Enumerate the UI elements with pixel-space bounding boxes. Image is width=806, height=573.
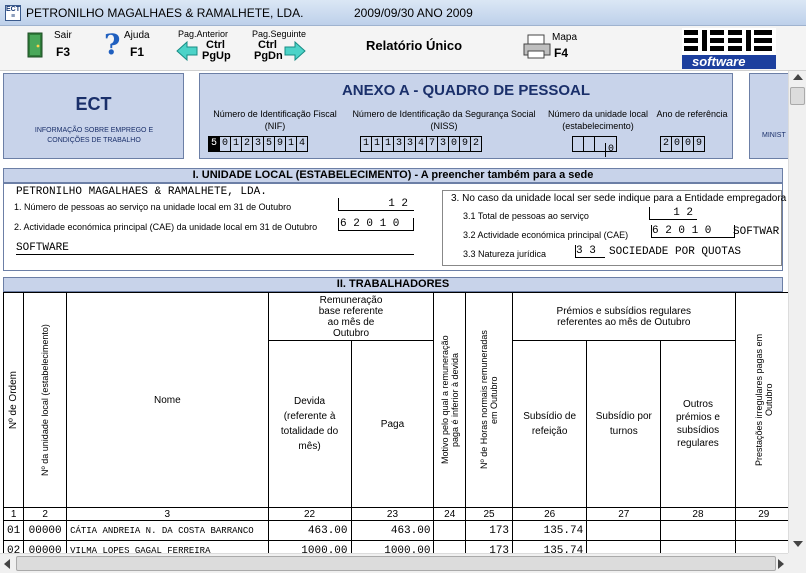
print-map-key: F4 <box>554 46 569 60</box>
niss-digit[interactable]: 3 <box>437 137 448 151</box>
next-page-button[interactable] <box>250 26 310 70</box>
row-motivo[interactable] <box>434 521 466 541</box>
row-ordem[interactable]: 01 <box>4 521 24 541</box>
year-field[interactable] <box>660 136 705 152</box>
q31-label: 3.1 Total de pessoas ao serviço <box>463 211 589 221</box>
row-outros[interactable] <box>661 541 735 554</box>
q2-label: 2. Actividade económica principal (CAE) da unidade local em 31 de Outubro <box>14 222 318 232</box>
annex-title: ANEXO A - QUADRO DE PESSOAL <box>341 82 591 99</box>
year-digit[interactable]: 9 <box>693 137 704 151</box>
door-exit-icon <box>26 32 46 58</box>
column-number-row <box>4 508 789 521</box>
help-button[interactable] <box>100 26 160 70</box>
row-devida[interactable]: 1000.00 <box>268 541 351 554</box>
col-motivo-header <box>434 293 466 508</box>
exit-key: F3 <box>56 45 71 59</box>
col-ordem-text: Nº de Ordem <box>8 370 20 430</box>
year-label: Ano de referência <box>656 109 728 119</box>
column-number: 26 <box>513 508 587 521</box>
logo-text: software <box>692 54 746 69</box>
scroll-corner <box>788 553 806 573</box>
nif-digit[interactable]: 3 <box>252 137 263 151</box>
help-label: Ajuda <box>124 30 150 41</box>
row-nome[interactable]: VILMA LOPES GAGAL FERREIRA <box>67 541 269 554</box>
nif-digit[interactable]: 1 <box>230 137 241 151</box>
niss-digit[interactable]: 1 <box>360 137 371 151</box>
row-paga[interactable]: 1000.00 <box>351 541 434 554</box>
scroll-up-icon[interactable] <box>793 74 803 80</box>
next-page-key1: Ctrl <box>258 39 277 51</box>
row-refeicao[interactable]: 135.74 <box>513 541 587 554</box>
col-motivo-text: Motivo pelo qual a remuneração paga é inferior à devida <box>439 335 460 465</box>
exit-button[interactable] <box>24 26 74 70</box>
arrow-right-icon <box>284 40 306 62</box>
ministry-panel <box>749 73 788 159</box>
year-digit[interactable]: 0 <box>682 137 693 151</box>
software-logo <box>680 26 776 70</box>
col-horas-header <box>465 293 512 508</box>
scroll-right-icon[interactable] <box>778 559 784 569</box>
workers-rows <box>4 521 789 554</box>
unit-digit[interactable]: 0 <box>605 143 616 157</box>
printer-icon <box>522 34 552 60</box>
window-company-title: PETRONILHO MAGALHAES & RAMALHETE, LDA. <box>26 6 304 20</box>
report-content <box>0 71 788 553</box>
column-number: 2 <box>24 508 67 521</box>
section1-body <box>3 183 787 271</box>
row-turnos[interactable] <box>587 541 661 554</box>
arrow-left-icon <box>176 40 198 62</box>
nif-digit[interactable]: 1 <box>285 137 296 151</box>
unit-field[interactable] <box>572 136 617 155</box>
q1-value[interactable]: 1 2 <box>338 198 414 211</box>
nif-digit[interactable]: 2 <box>241 137 252 151</box>
exit-label: Sair <box>54 30 72 41</box>
row-horas[interactable]: 173 <box>465 521 512 541</box>
column-number: 29 <box>735 508 788 521</box>
prev-page-key2: PgUp <box>202 50 231 62</box>
col-remun-header: Remuneração base referente ao mês de Outubro <box>268 293 434 341</box>
toolbar <box>0 26 806 71</box>
column-number: 1 <box>4 508 24 521</box>
nif-digit[interactable]: 0 <box>219 137 230 151</box>
col-ordem-header <box>4 293 24 508</box>
col-paga-header: Paga <box>351 341 434 508</box>
col-turnos-header: Subsídio por turnos <box>587 341 661 508</box>
print-map-button[interactable] <box>520 26 580 70</box>
prev-page-button[interactable] <box>176 26 236 70</box>
q31-value[interactable]: 1 2 <box>649 207 697 220</box>
niss-digit[interactable]: 3 <box>393 137 404 151</box>
row-paga[interactable]: 463.00 <box>351 521 434 541</box>
row-nome[interactable]: CÁTIA ANDREIA N. DA COSTA BARRANCO <box>67 521 269 541</box>
row-motivo[interactable] <box>434 541 466 554</box>
col-horas-text: Nº de Horas normais remuneradas em Outubro <box>479 330 499 470</box>
q1-label: 1. Número de pessoas ao serviço na unidade local em 31 de Outubro <box>14 202 292 212</box>
print-map-label: Mapa <box>552 32 578 43</box>
scroll-left-icon[interactable] <box>4 559 10 569</box>
col-irreg-text: Prestações irregulares pagas em Outubro <box>753 333 774 467</box>
column-number: 23 <box>351 508 434 521</box>
nif-digit[interactable]: 5 <box>208 137 219 151</box>
row-unidade[interactable]: 00000 <box>24 521 67 541</box>
q32-value[interactable]: 6 2 0 1 0 <box>651 225 735 238</box>
q32-text: SOFTWAR <box>733 226 780 238</box>
year-digit[interactable]: 0 <box>671 137 682 151</box>
row-ordem[interactable]: 02 <box>4 541 24 554</box>
niss-digit[interactable]: 1 <box>382 137 393 151</box>
scroll-down-icon[interactable] <box>793 541 803 547</box>
section1-company: PETRONILHO MAGALHAES & RAMALHETE, LDA. <box>16 186 267 198</box>
q33-label: 3.3 Natureza jurídica <box>463 249 547 259</box>
q33-value[interactable]: 3 3 <box>575 245 605 258</box>
unit-digit[interactable] <box>572 137 583 151</box>
niss-label: Número de Identificação da Segurança Social (NISS) <box>352 109 536 131</box>
row-refeicao[interactable]: 135.74 <box>513 521 587 541</box>
next-page-label: Pag.Seguinte <box>252 29 307 39</box>
help-key: F1 <box>130 45 145 59</box>
col-premios-header: Prémios e subsídios regulares referentes ao mês de Outubro <box>513 293 735 341</box>
column-number: 27 <box>587 508 661 521</box>
row-devida[interactable]: 463.00 <box>268 521 351 541</box>
col-devida-header: Devida (referente à totalidade do mês) <box>268 341 351 508</box>
vertical-scroll-thumb[interactable] <box>790 87 805 105</box>
niss-field[interactable] <box>360 136 482 152</box>
nif-field[interactable] <box>208 136 308 152</box>
nif-digit[interactable]: 4 <box>296 137 307 151</box>
next-page-key2: PgDn <box>254 50 283 62</box>
horizontal-scroll-thumb[interactable] <box>16 556 776 571</box>
app-icon: ECT ≡ <box>6 6 20 20</box>
vertical-scrollbar[interactable] <box>788 71 806 553</box>
section2-header: II. TRABALHADORES <box>3 277 783 292</box>
niss-digit[interactable]: 9 <box>459 137 470 151</box>
column-number: 24 <box>434 508 466 521</box>
prev-page-label: Pag.Anterior <box>178 29 229 39</box>
col-unidade-text: Nº da unidade local (estabelecimento) <box>40 324 51 476</box>
niss-digit[interactable]: 3 <box>404 137 415 151</box>
row-outros[interactable] <box>661 521 735 541</box>
headquarters-box <box>442 190 787 266</box>
row-irreg[interactable] <box>735 541 788 554</box>
report-title: Relatório Único <box>366 38 463 53</box>
activity-text[interactable]: SOFTWARE <box>16 242 414 255</box>
column-number: 22 <box>268 508 351 521</box>
question-mark-icon: ? <box>104 28 121 61</box>
unit-digit[interactable] <box>583 137 594 151</box>
column-number: 28 <box>661 508 735 521</box>
table-row[interactable] <box>4 521 789 541</box>
ministry-label: MINIST <box>762 132 786 139</box>
row-turnos[interactable] <box>587 521 661 541</box>
niss-digit[interactable]: 4 <box>415 137 426 151</box>
nif-digit[interactable]: 9 <box>274 137 285 151</box>
year-digit[interactable]: 2 <box>660 137 671 151</box>
unit-digit[interactable] <box>594 137 605 151</box>
q32-label: 3.2 Actividade económica principal (CAE) <box>463 230 629 240</box>
table-row[interactable] <box>4 541 789 554</box>
col-refeicao-header: Subsídio de refeição <box>513 341 587 508</box>
row-irreg[interactable] <box>735 521 788 541</box>
q3-label: 3. No caso da unidade local ser sede indique para a Entidade empregadora <box>451 193 787 204</box>
niss-digit[interactable]: 7 <box>426 137 437 151</box>
column-number: 25 <box>465 508 512 521</box>
q2-value[interactable]: 6 2 0 1 0 <box>338 218 414 231</box>
section1-header: I. UNIDADE LOCAL (ESTABELECIMENTO) - A preencher também para a sede <box>3 168 783 183</box>
nif-label: Número de Identificação Fiscal (NIF) <box>213 109 337 131</box>
niss-digit[interactable]: 0 <box>448 137 459 151</box>
nif-digit[interactable]: 5 <box>263 137 274 151</box>
window-date-title: 2009/09/30 ANO 2009 <box>354 6 473 20</box>
col-outros-header: Outros prémios e subsídios regulares <box>661 341 735 508</box>
ect-panel <box>3 73 184 159</box>
row-horas[interactable]: 173 <box>465 541 512 554</box>
horizontal-scrollbar[interactable] <box>0 553 788 573</box>
workers-table <box>3 292 788 553</box>
niss-digit[interactable]: 1 <box>371 137 382 151</box>
col-nome-header: Nome <box>67 293 269 508</box>
ect-title: ECT <box>75 94 112 114</box>
niss-digit[interactable]: 2 <box>470 137 481 151</box>
q33-text: SOCIEDADE POR QUOTAS <box>609 246 742 258</box>
ect-subtitle: INFORMAÇÃO SOBRE EMPREGO E CONDIÇÕES DE TRABALHO <box>34 127 154 144</box>
unit-label: Número da unidade local (estabelecimento) <box>547 109 649 131</box>
row-unidade[interactable]: 00000 <box>24 541 67 554</box>
annex-panel <box>199 73 733 159</box>
column-number: 3 <box>67 508 269 521</box>
col-unidade-header <box>24 293 67 508</box>
title-bar <box>0 0 806 26</box>
prev-page-key1: Ctrl <box>206 39 225 51</box>
col-irreg-header <box>735 293 788 508</box>
